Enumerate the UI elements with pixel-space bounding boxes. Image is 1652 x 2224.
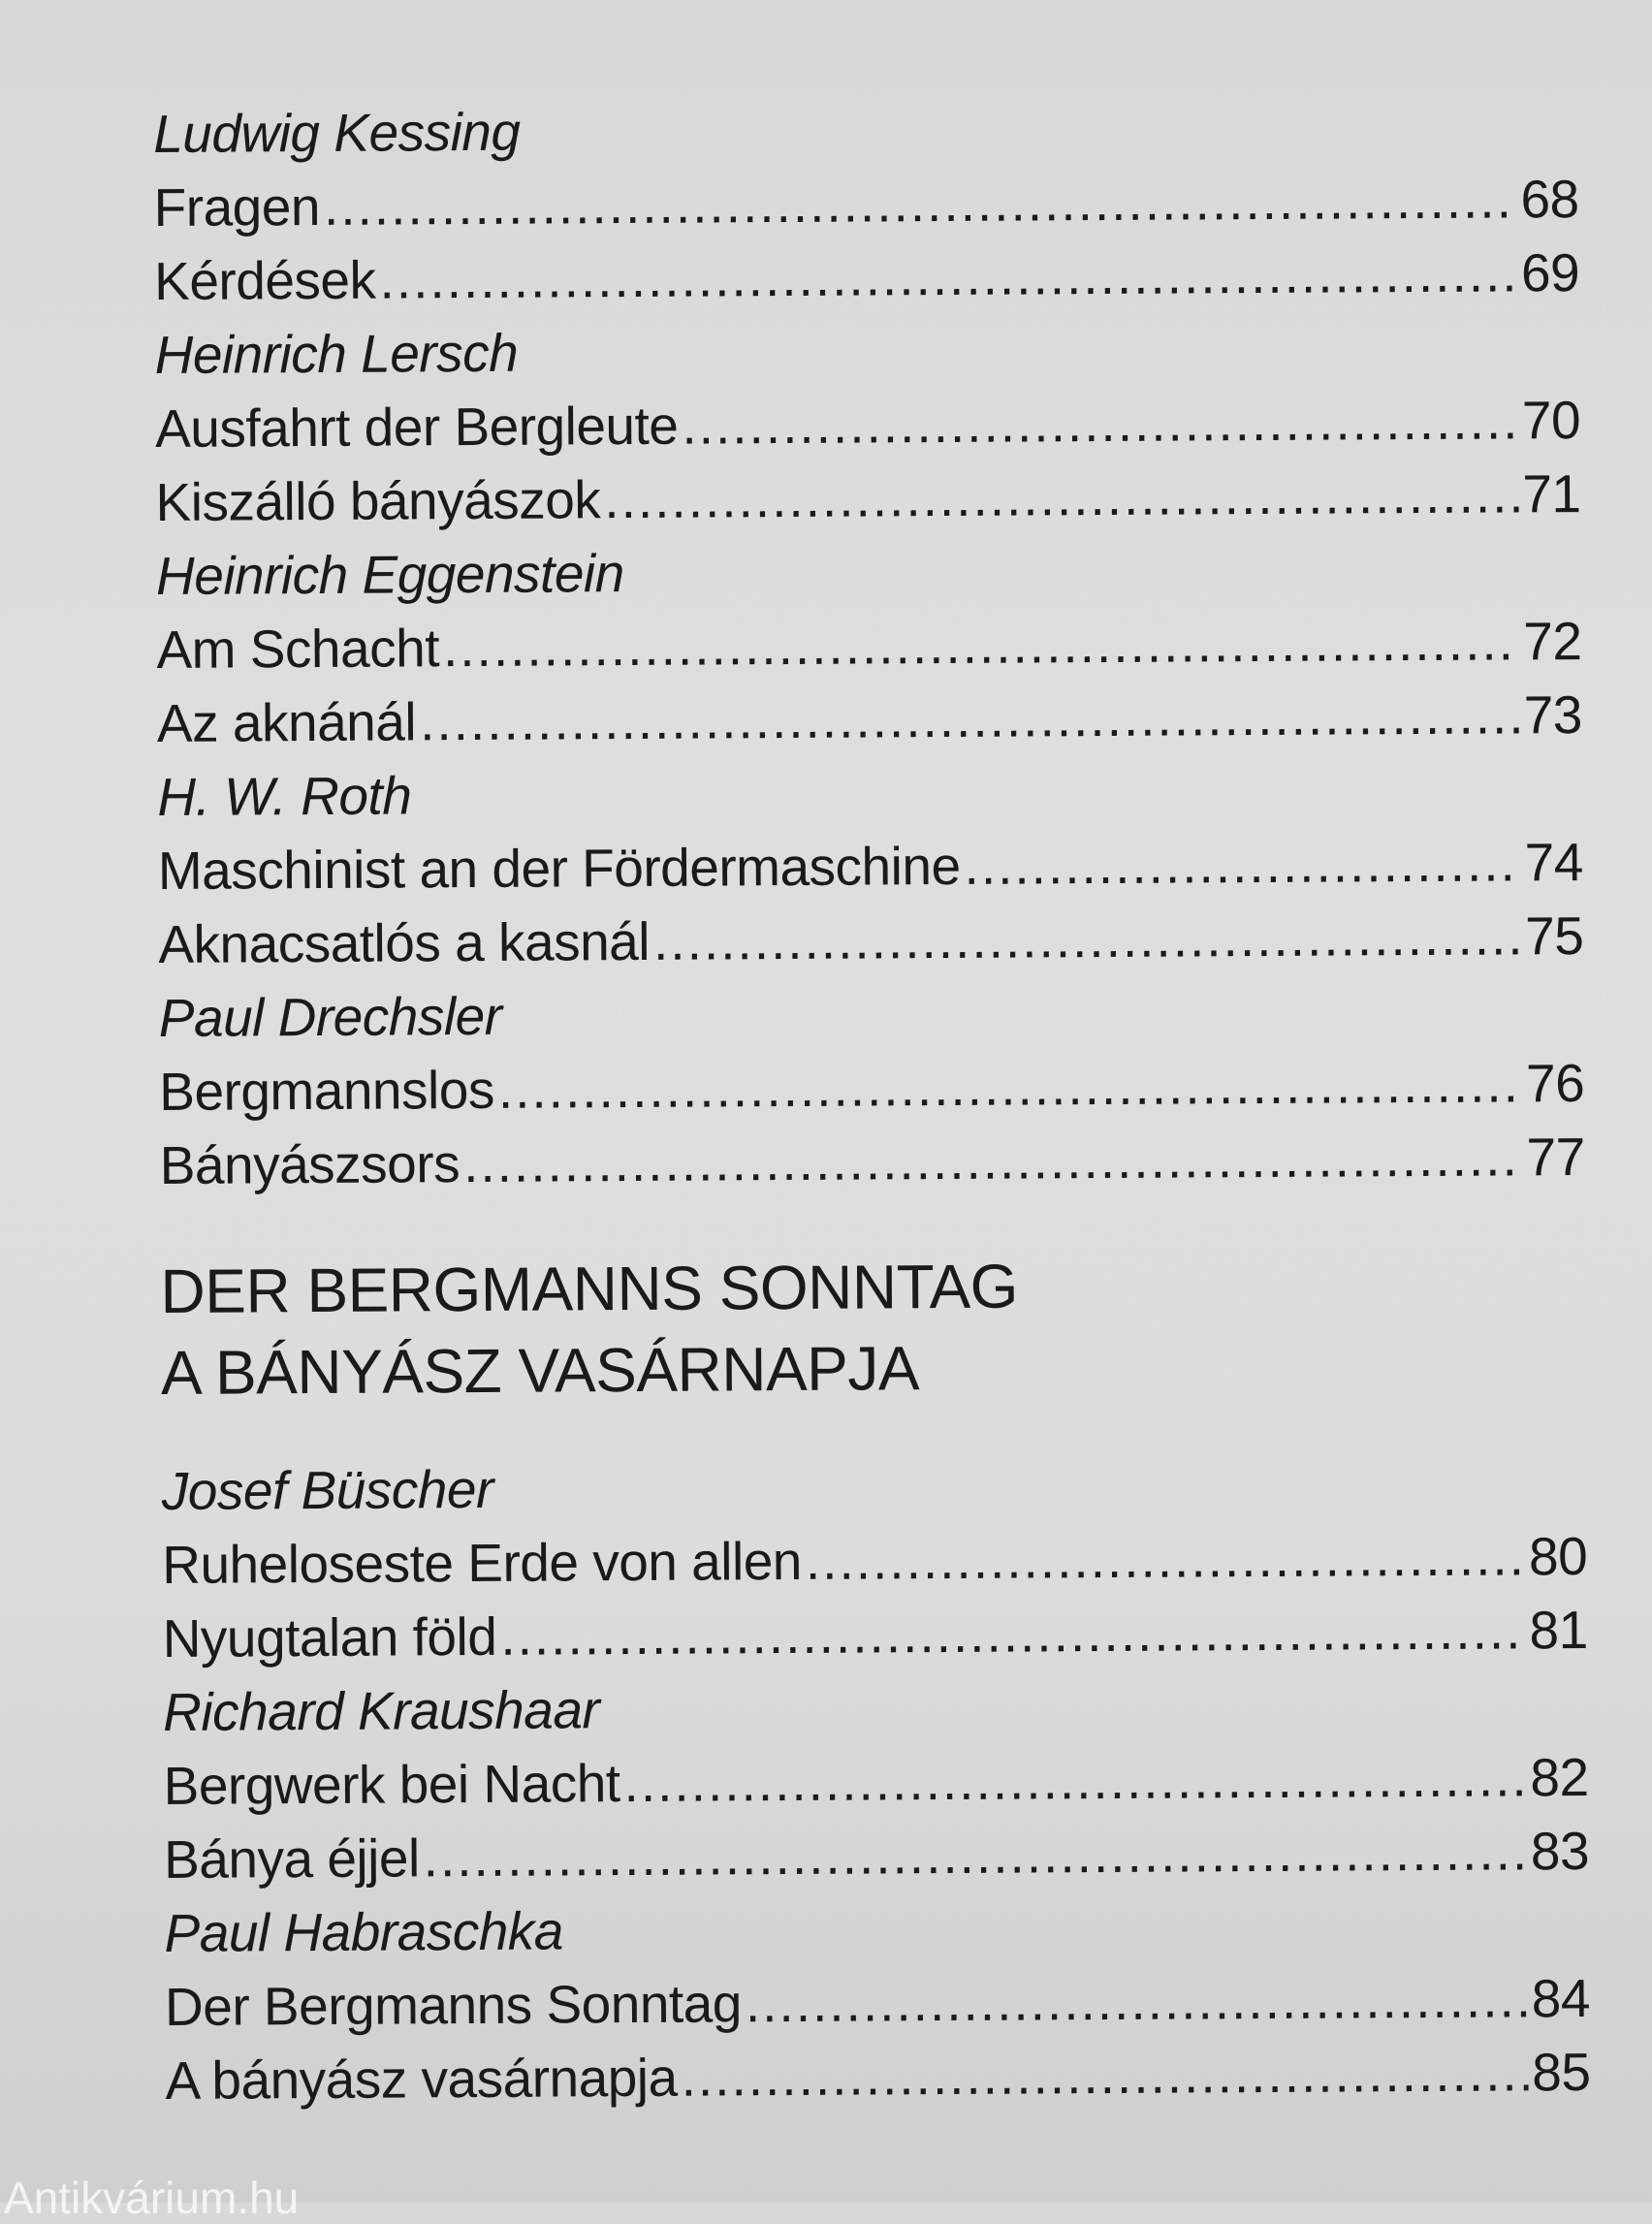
toc-entry[interactable] <box>155 457 1580 539</box>
toc-group-richard-kraushaar <box>163 1667 1589 1896</box>
toc-entry[interactable] <box>165 1961 1590 2044</box>
dot-leader <box>420 678 1520 758</box>
page-number: 74 <box>1524 832 1584 893</box>
page-number: 69 <box>1520 242 1580 303</box>
toc-entry[interactable] <box>157 678 1582 760</box>
toc-entry[interactable] <box>156 604 1581 686</box>
section-heading-german: DER BERGMANNS SONNTAG <box>160 1251 1019 1326</box>
author-name: Josef Büscher <box>161 1458 493 1521</box>
page-number: 77 <box>1526 1127 1585 1188</box>
author-name: Heinrich Eggenstein <box>155 543 624 606</box>
entry-title: Kérdések <box>153 249 376 311</box>
author-name: Heinrich Lersch <box>154 322 519 385</box>
entry-title: Bergwerk bei Nacht <box>163 1753 620 1816</box>
entry-title: Nyugtalan föld <box>162 1605 497 1668</box>
watermark: Antikvárium.hu <box>4 2173 300 2223</box>
toc-entry[interactable] <box>153 162 1578 244</box>
toc-entry[interactable] <box>154 236 1579 318</box>
toc-entry[interactable] <box>163 1740 1588 1823</box>
toc-group-paul-drechsler <box>159 972 1585 1202</box>
page-number: 82 <box>1530 1746 1589 1808</box>
dot-leader <box>423 1814 1527 1894</box>
section-heading <box>160 1242 1586 1414</box>
dot-leader <box>443 604 1520 684</box>
dot-leader <box>498 1046 1523 1126</box>
author-name: Paul Drechsler <box>158 985 502 1048</box>
entry-title: Az aknánál <box>156 691 417 753</box>
toc-entry[interactable] <box>158 899 1583 981</box>
entry-title: Ausfahrt der Bergleute <box>154 395 679 459</box>
page-number: 68 <box>1520 169 1579 230</box>
toc-entry[interactable] <box>159 1120 1584 1202</box>
author-name: Ludwig Kessing <box>153 101 521 164</box>
author-name: Paul Habraschka <box>164 1900 564 1963</box>
page-number: 80 <box>1528 1525 1588 1587</box>
author-name: H. W. Roth <box>157 765 412 827</box>
toc-entry[interactable] <box>165 2035 1590 2117</box>
dot-leader <box>500 1593 1526 1672</box>
entry-title: Der Bergmanns Sonntag <box>164 1973 743 2037</box>
toc-entry[interactable] <box>162 1593 1587 1675</box>
entry-title: Fragen <box>153 175 321 238</box>
author-name: Richard Kraushaar <box>162 1679 600 1742</box>
table-of-contents <box>153 88 1591 2117</box>
page-number: 85 <box>1532 2041 1591 2103</box>
page-number: 84 <box>1531 1967 1591 2029</box>
dot-leader <box>681 2035 1528 2113</box>
entry-title: A bányász vasárnapja <box>165 2047 678 2111</box>
dot-leader <box>964 825 1521 903</box>
entry-title: Ruheloseste Erde von allen <box>162 1530 803 1595</box>
page-number: 71 <box>1522 463 1581 524</box>
entry-title: Aknacsatlós a kasnál <box>158 910 651 974</box>
toc-entry[interactable] <box>159 1046 1584 1128</box>
page-number: 72 <box>1523 611 1582 672</box>
entry-title: Maschinist an der Fördermaschine <box>157 835 961 901</box>
entry-title: Bánya éjjel <box>163 1827 420 1890</box>
toc-entry[interactable] <box>164 1814 1589 1896</box>
page-number: 76 <box>1525 1053 1585 1114</box>
entry-title: Bányászsors <box>159 1133 461 1195</box>
toc-entry[interactable] <box>162 1519 1587 1602</box>
page-number: 75 <box>1524 905 1584 967</box>
dot-leader <box>806 1519 1526 1598</box>
dot-leader <box>604 457 1519 536</box>
toc-group-heinrich-eggenstein <box>156 530 1582 760</box>
dot-leader <box>463 1120 1523 1200</box>
entry-title: Kiszálló bányászok <box>155 469 601 532</box>
toc-group-heinrich-lersch <box>154 309 1580 539</box>
toc-group-paul-habraschka <box>164 1888 1590 2117</box>
page-number: 83 <box>1530 1820 1590 1882</box>
toc-entry[interactable] <box>155 383 1580 465</box>
dot-leader <box>746 1961 1528 2040</box>
dot-leader <box>682 383 1518 461</box>
dot-leader <box>379 236 1517 316</box>
page-number: 70 <box>1521 390 1581 451</box>
toc-group-h-w-roth <box>157 751 1583 981</box>
page-number: 73 <box>1523 684 1583 746</box>
page-number: 81 <box>1529 1599 1588 1661</box>
dot-leader <box>653 899 1522 977</box>
entry-title: Bergmannslos <box>159 1059 495 1122</box>
section-heading-hungarian: A BÁNYÁSZ VASÁRNAPJA <box>160 1333 920 1408</box>
entry-title: Am Schacht <box>156 618 440 680</box>
dot-leader <box>324 162 1517 243</box>
dot-leader <box>623 1740 1526 1820</box>
toc-group-josef-buscher <box>162 1446 1588 1675</box>
toc-group-ludwig-kessing <box>153 88 1579 318</box>
toc-entry[interactable] <box>158 825 1583 907</box>
